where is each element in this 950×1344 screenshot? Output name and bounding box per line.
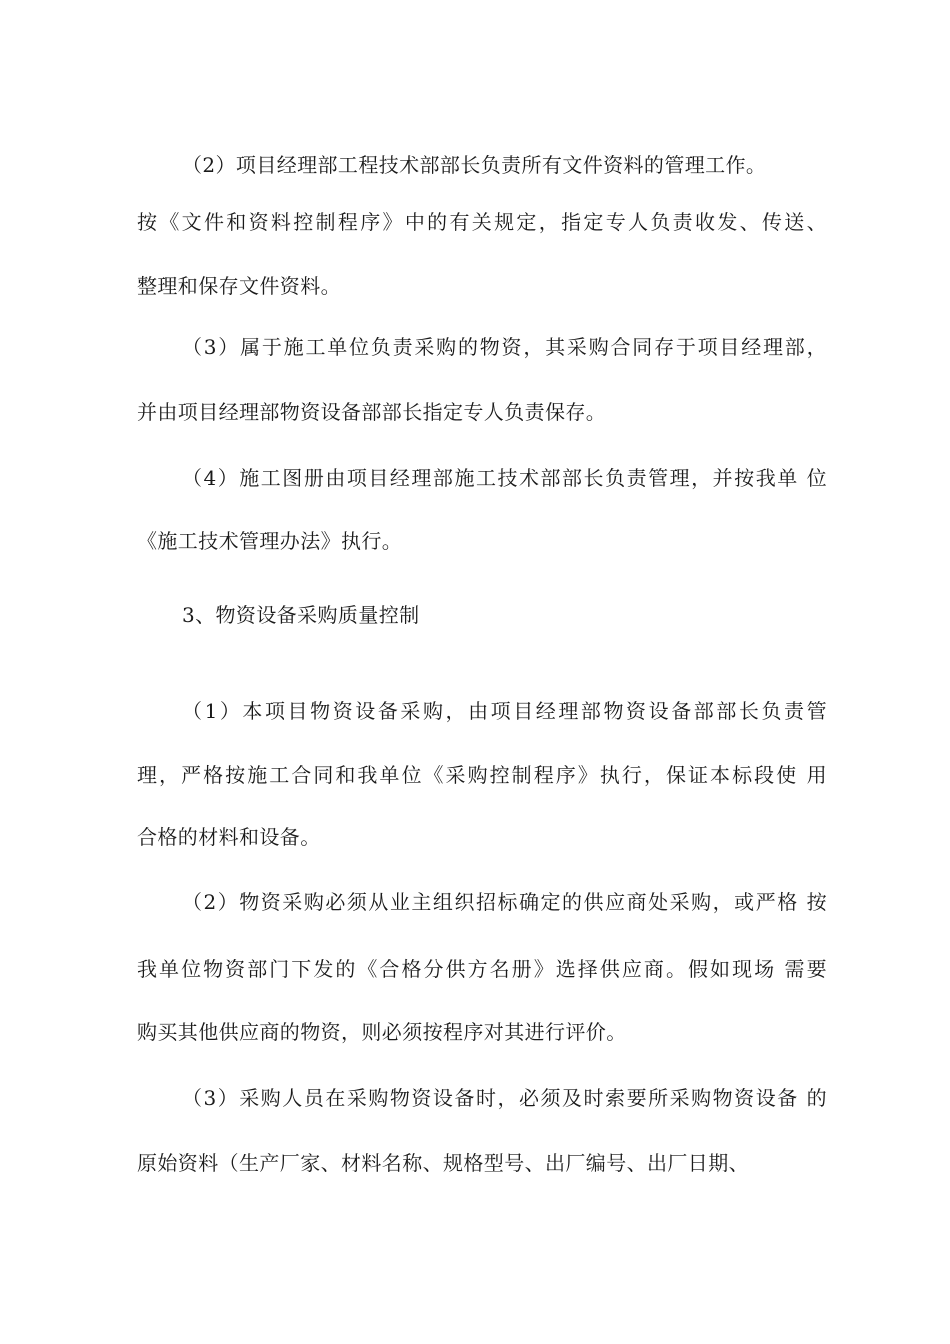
paragraph-line: （2）物资采购必须从业主组织招标确定的供应商处采购，或严格 按 — [182, 890, 827, 914]
paragraph-line: （2）项目经理部工程技术部部长负责所有文件资料的管理工作。 — [182, 153, 767, 177]
paragraph-line: 原始资料（生产厂家、材料名称、规格型号、出厂编号、出厂日期、 — [137, 1151, 749, 1175]
paragraph-line: 按《文件和资料控制程序》中的有关规定，指定专人负责收发、传送、 — [137, 210, 827, 234]
paragraph-line: 我单位物资部门下发的《合格分供方名册》选择供应商。假如现场 需要 — [137, 957, 827, 981]
section-heading: 3、物资设备采购质量控制 — [182, 603, 420, 627]
paragraph-line: （3）采购人员在采购物资设备时，必须及时索要所采购物资设备 的 — [182, 1086, 827, 1110]
paragraph-line: （3）属于施工单位负责采购的物资，其采购合同存于项目经理部， — [182, 335, 827, 359]
paragraph-line: 《施工技术管理办法》执行。 — [137, 529, 403, 553]
paragraph-line: （4）施工图册由项目经理部施工技术部部长负责管理，并按我单 位 — [182, 466, 827, 490]
paragraph-line: 购买其他供应商的物资，则必须按程序对其进行评价。 — [137, 1020, 627, 1044]
paragraph-line: （1）本项目物资设备采购，由项目经理部物资设备部部长负责管 — [182, 699, 827, 723]
paragraph-line: 整理和保存文件资料。 — [137, 274, 341, 298]
paragraph-line: 并由项目经理部物资设备部部长指定专人负责保存。 — [137, 400, 607, 424]
paragraph-line: 理，严格按施工合同和我单位《采购控制程序》执行，保证本标段使 用 — [137, 763, 827, 787]
paragraph-line: 合格的材料和设备。 — [137, 825, 321, 849]
